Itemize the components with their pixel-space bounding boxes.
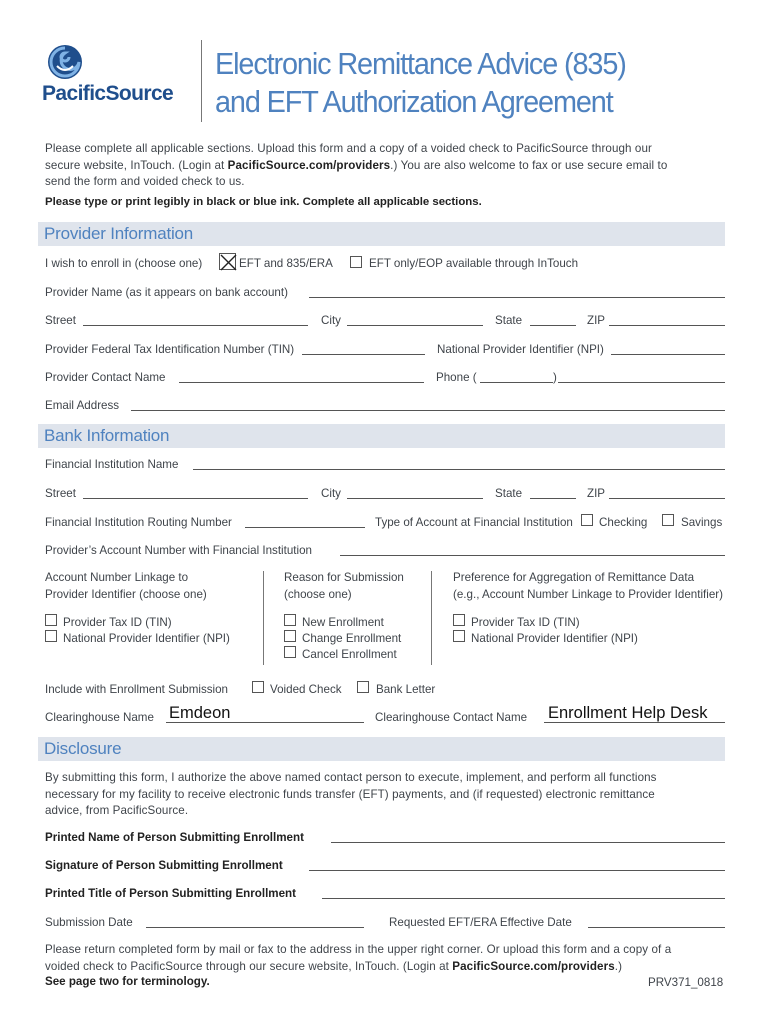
intro-line2-text-b: .) You are also welcome to fax or use secure email to xyxy=(390,158,668,172)
disclosure-line1: By submitting this form, I authorize the above named contact person to execute, implement, and perform all functions xyxy=(45,771,657,784)
bank-state-label: State xyxy=(495,487,523,500)
checking-checkbox[interactable] xyxy=(581,514,593,526)
phone-area-field[interactable] xyxy=(480,382,553,383)
linkage-tin-checkbox[interactable] xyxy=(45,614,57,626)
eft-835-checkbox[interactable] xyxy=(219,253,236,270)
cancel-enrollment-label: Cancel Enrollment xyxy=(302,648,397,661)
bank-city-field[interactable] xyxy=(347,498,483,499)
routing-label: Financial Institution Routing Number xyxy=(45,516,232,529)
savings-label: Savings xyxy=(681,516,723,529)
intro-paragraph xyxy=(45,141,725,191)
phone-label: Phone ( xyxy=(436,371,477,384)
effective-date-field[interactable] xyxy=(588,927,725,928)
state-field[interactable] xyxy=(530,325,576,326)
intro-line3: send the form and voided check to us. xyxy=(45,175,245,188)
provider-name-field[interactable] xyxy=(309,297,725,298)
intro-line2-text: secure website, InTouch. (Login at xyxy=(45,158,228,172)
street-label: Street xyxy=(45,314,76,327)
zip-field[interactable] xyxy=(609,325,725,326)
printed-name-label: Printed Name of Person Submitting Enrollment xyxy=(45,831,304,844)
pref-tin-label: Provider Tax ID (TIN) xyxy=(471,616,580,629)
npi-field[interactable] xyxy=(611,354,725,355)
phone-close: ) xyxy=(553,371,557,384)
signature-field[interactable] xyxy=(309,870,725,871)
phone-field[interactable] xyxy=(558,382,725,383)
bank-city-label: City xyxy=(321,487,341,500)
account-number-label: Provider’s Account Number with Financial Institution xyxy=(45,544,312,557)
clearinghouse-contact-value[interactable]: Enrollment Help Desk xyxy=(548,704,708,722)
pref-title-line1: Preference for Aggregation of Remittance Data xyxy=(453,571,695,584)
new-enrollment-checkbox[interactable] xyxy=(284,614,296,626)
eft-835-label: EFT and 835/ERA xyxy=(239,257,333,270)
pacificsource-logo-icon xyxy=(47,44,83,80)
bank-section-title: Bank Information xyxy=(44,426,170,445)
submission-date-label: Submission Date xyxy=(45,916,133,929)
voided-check-checkbox[interactable] xyxy=(252,681,264,693)
pref-title-line2: (e.g., Account Number Linkage to Provider Identifier) xyxy=(453,588,724,601)
clearinghouse-name-label: Clearinghouse Name xyxy=(45,711,154,724)
enroll-label: I wish to enroll in (choose one) xyxy=(45,257,203,270)
include-label: Include with Enrollment Submission xyxy=(45,683,229,696)
signature-label: Signature of Person Submitting Enrollment xyxy=(45,859,283,872)
tin-field[interactable] xyxy=(302,354,425,355)
disclosure-paragraph xyxy=(45,770,725,820)
linkage-title-line2: Provider Identifier (choose one) xyxy=(45,588,207,601)
new-enrollment-label: New Enrollment xyxy=(302,616,384,629)
institution-name-field[interactable] xyxy=(193,469,725,470)
provider-section-header xyxy=(38,222,725,246)
provider-section-title: Provider Information xyxy=(44,224,194,243)
savings-checkbox[interactable] xyxy=(662,514,674,526)
institution-name-label: Financial Institution Name xyxy=(45,458,179,471)
linkage-npi-label: National Provider Identifier (NPI) xyxy=(63,632,230,645)
footer-link[interactable]: PacificSource.com/providers xyxy=(452,959,615,973)
zip-label: ZIP xyxy=(587,314,606,327)
disclosure-section-title: Disclosure xyxy=(44,739,122,758)
submission-date-field[interactable] xyxy=(146,927,364,928)
bank-letter-checkbox[interactable] xyxy=(357,681,369,693)
linkage-tin-label: Provider Tax ID (TIN) xyxy=(63,616,172,629)
printed-title-label: Printed Title of Person Submitting Enrollment xyxy=(45,887,296,900)
effective-date-label: Requested EFT/ERA Effective Date xyxy=(389,916,572,929)
contact-name-field[interactable] xyxy=(179,382,424,383)
contact-name-label: Provider Contact Name xyxy=(45,371,166,384)
bank-street-field[interactable] xyxy=(83,498,308,499)
eft-only-checkbox[interactable] xyxy=(350,256,362,268)
clearinghouse-name-value[interactable]: Emdeon xyxy=(169,704,231,722)
change-enrollment-checkbox[interactable] xyxy=(284,630,296,642)
city-label: City xyxy=(321,314,341,327)
checking-label: Checking xyxy=(599,516,648,529)
column-divider-2 xyxy=(431,571,432,665)
intro-line1: Please complete all applicable sections. Upload this form and a copy of a voided check to PacificSource through our xyxy=(45,142,652,155)
see-page-two: See page two for terminology. xyxy=(45,975,210,988)
provider-name-label: Provider Name (as it appears on bank account) xyxy=(45,286,288,299)
form-code: PRV371_0818 xyxy=(648,976,724,989)
change-enrollment-label: Change Enrollment xyxy=(302,632,402,645)
bank-section-header xyxy=(38,424,725,448)
page-title-line1: Electronic Remittance Advice (835) xyxy=(215,46,626,81)
bank-zip-field[interactable] xyxy=(609,498,725,499)
bank-state-field[interactable] xyxy=(530,498,576,499)
linkage-title-line1: Account Number Linkage to xyxy=(45,571,189,584)
account-number-field[interactable] xyxy=(340,555,725,556)
pref-npi-label: National Provider Identifier (NPI) xyxy=(471,632,638,645)
bank-letter-label: Bank Letter xyxy=(376,683,436,696)
email-field[interactable] xyxy=(131,410,725,411)
footer-line2-text: voided check to PacificSource through our secure website, InTouch. (Login at xyxy=(45,959,453,973)
reason-title-line2: (choose one) xyxy=(284,588,352,601)
checkmark-x-icon xyxy=(220,254,237,271)
reason-title-line1: Reason for Submission xyxy=(284,571,404,584)
disclosure-section-header xyxy=(38,737,725,761)
account-type-label: Type of Account at Financial Institution xyxy=(375,516,573,529)
linkage-npi-checkbox[interactable] xyxy=(45,630,57,642)
footer-line2 xyxy=(45,959,725,976)
bank-zip-label: ZIP xyxy=(587,487,606,500)
instruction-text: Please type or print legibly in black or blue ink. Complete all applicable sections. xyxy=(45,196,482,208)
footer-line1: Please return completed form by mail or fax to the address in the upper right corner. Or upload this form and a copy of a xyxy=(45,943,672,956)
routing-field[interactable] xyxy=(245,527,365,528)
printed-title-field[interactable] xyxy=(322,898,725,899)
logo xyxy=(42,44,187,114)
footer-paragraph xyxy=(45,942,725,975)
header-divider xyxy=(201,40,202,122)
clearinghouse-contact-label: Clearinghouse Contact Name xyxy=(375,711,528,724)
npi-label: National Provider Identifier (NPI) xyxy=(437,343,604,356)
column-divider-1 xyxy=(263,571,264,665)
bank-street-label: Street xyxy=(45,487,76,500)
disclosure-line2: necessary for my facility to receive electronic funds transfer (EFT) payments, and (if requested) electronic remittance xyxy=(45,787,655,801)
tin-label: Provider Federal Tax Identification Number (TIN) xyxy=(45,343,295,356)
street-field[interactable] xyxy=(83,325,308,326)
page-title-line2: and EFT Authorization Agreement xyxy=(215,84,613,119)
eft-only-label: EFT only/EOP available through InTouch xyxy=(369,257,579,270)
state-label: State xyxy=(495,314,523,327)
disclosure-line3: advice, from PacificSource. xyxy=(45,804,189,817)
printed-name-field[interactable] xyxy=(331,842,725,843)
intro-link[interactable]: PacificSource.com/providers xyxy=(227,158,391,172)
cancel-enrollment-checkbox[interactable] xyxy=(284,646,296,658)
logo-text: PacificSource xyxy=(42,82,174,105)
voided-check-label: Voided Check xyxy=(270,683,342,696)
pref-tin-checkbox[interactable] xyxy=(453,614,465,626)
email-label: Email Address xyxy=(45,399,120,412)
intro-line2 xyxy=(45,158,725,175)
city-field[interactable] xyxy=(347,325,483,326)
pref-npi-checkbox[interactable] xyxy=(453,630,465,642)
footer-line2-text-b: .) xyxy=(614,959,623,973)
